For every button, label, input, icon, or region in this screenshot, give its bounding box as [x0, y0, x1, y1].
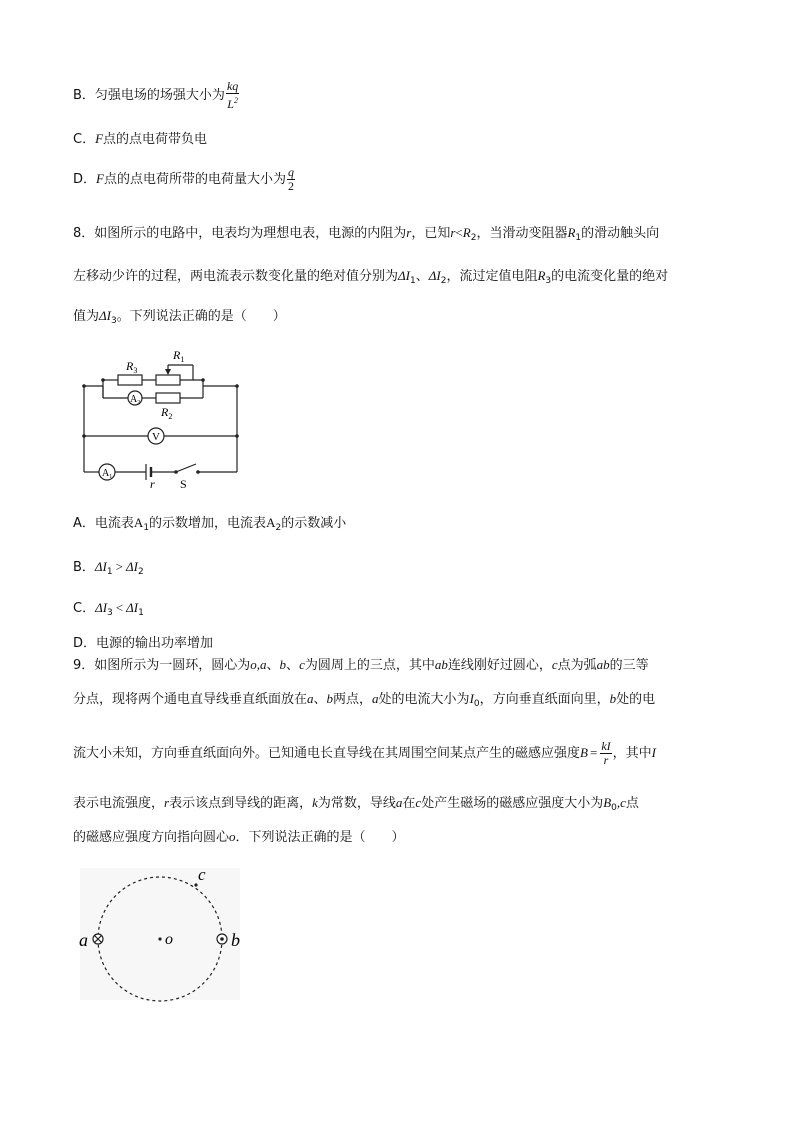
- q8-option-b: B．$\Delta I_1 > \Delta I_2$: [73, 559, 144, 577]
- label-o: o: [165, 931, 173, 948]
- fraction: $\frac{kI}{r}$: [601, 739, 611, 767]
- label-r3: $R_3$: [126, 359, 138, 375]
- wire-a-into-page-icon: [93, 934, 103, 944]
- slider-arrow: [165, 369, 171, 375]
- q9-stem-line1: 9．如图所示为一圆环，圆心为o,a、b、c为圆周上的三点，其中ab连线刚好过圆心，c点为弧ab的三等: [73, 657, 649, 673]
- q7-option-d: D．F点的点电荷所带的电荷量大小为 $\frac{q}{2}$: [73, 165, 294, 193]
- q8-stem-line1: 8．如图所示的电路中，电表均为理想电表，电源的内阻为r，已知$r<R_2$，当滑动变阻器$R_1$的滑动触头向: [73, 225, 660, 243]
- q9-stem-line2: 分点，现将两个通电直导线垂直纸面放在a、b两点，a处的电流大小为$I_0$，方向垂直纸面向里，b处的电: [73, 691, 656, 709]
- label-v: V: [152, 431, 160, 443]
- wire-b-out-of-page-icon: [217, 934, 227, 944]
- label-a2: $A_2$: [130, 394, 141, 406]
- q9-stem-line3: 流大小未知，方向垂直纸面向外。已知通电长直导线在其周围空间某点产生的磁感应强度B = $\frac{kI}{r}$ ，其中I: [73, 739, 656, 767]
- q7-option-c: C．F点的点电荷带负电: [73, 131, 208, 147]
- q7-option-b: B．匀强电场的场强大小为 $\frac{kq}{L^2}$: [73, 79, 239, 111]
- label-r: r: [150, 477, 155, 491]
- q8-stem-line3: 值为$\Delta I_3$。下列说法正确的是（ ）: [73, 308, 286, 326]
- label-a1: $A_1$: [102, 468, 113, 480]
- label-b: b: [231, 930, 240, 950]
- fraction: $\frac{q}{2}$: [287, 165, 294, 193]
- center-point: [158, 937, 161, 940]
- label-c: c: [198, 866, 206, 884]
- circle-figure: [76, 866, 244, 1002]
- q9-stem-line5: 的磁感应强度方向指向圆心o．下列说法正确的是（ ）: [73, 829, 405, 845]
- q8-option-a: A．电流表$A_1$的示数增加，电流表$A_2$的示数减小: [73, 515, 347, 533]
- q9-stem-line4: 表示电流强度，r表示该点到导线的距离，k为常数，导线a在c处产生磁场的磁感应强度大小为$B_0,c$点: [73, 795, 639, 813]
- label-a: a: [79, 930, 88, 950]
- q8-stem-line2: 左移动少许的过程，两电流表示数变化量的绝对值分别为$\Delta I_1$、$\Delta I_2$，流过定值电阻$R_3$的电流变化量的绝对: [73, 268, 669, 286]
- label-s: S: [180, 477, 187, 491]
- fraction: $\frac{kq}{L^2}$: [226, 79, 239, 111]
- label-r2: $R_2$: [161, 405, 173, 421]
- q8-option-c: C．$\Delta I_3 < \Delta I_1$: [73, 600, 144, 618]
- label-r1: $R_1$: [173, 348, 185, 364]
- q8-option-d: D．电源的输出功率增加: [73, 636, 214, 651]
- circuit-diagram: [78, 340, 248, 492]
